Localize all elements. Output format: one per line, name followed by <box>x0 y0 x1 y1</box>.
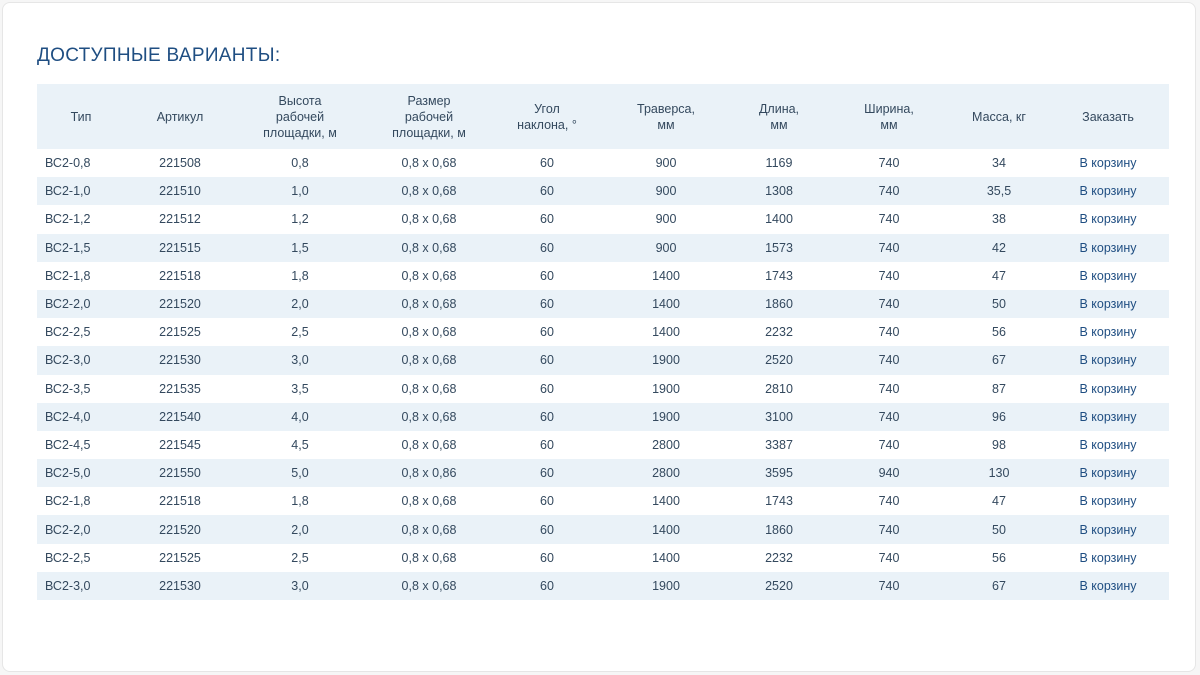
cell-platform-size: 0,8 х 0,68 <box>401 409 457 424</box>
cell-mass: 56 <box>992 550 1006 565</box>
cell-mass: 47 <box>992 494 1006 509</box>
table-row <box>37 431 1169 459</box>
cell-mass: 47 <box>992 268 1006 283</box>
cell-article: 221545 <box>159 437 201 452</box>
cell-type: ВС2-2,0 <box>45 297 91 312</box>
add-to-cart-link[interactable]: В корзину <box>1079 494 1137 509</box>
cell-article: 221508 <box>159 156 201 171</box>
cell-mass: 67 <box>992 353 1006 368</box>
cell-platform-height: 2,0 <box>291 297 309 312</box>
cell-tilt-angle: 60 <box>540 466 554 481</box>
cell-platform-height: 2,0 <box>291 522 309 537</box>
cell-tilt-angle: 60 <box>540 240 554 255</box>
cell-traverse: 1400 <box>652 550 680 565</box>
table-row <box>37 346 1169 374</box>
cell-mass: 67 <box>992 578 1006 593</box>
column-header-line: Тип <box>70 109 92 124</box>
table-row <box>37 544 1169 572</box>
cell-length: 2232 <box>765 550 793 565</box>
cell-platform-height: 1,0 <box>291 184 309 199</box>
cell-width: 740 <box>878 381 900 396</box>
cell-length: 1308 <box>765 184 793 199</box>
cell-platform-size: 0,8 х 0,68 <box>401 240 457 255</box>
cell-tilt-angle: 60 <box>540 550 554 565</box>
cell-traverse: 1400 <box>652 522 680 537</box>
cell-width: 740 <box>878 325 900 340</box>
cell-traverse: 900 <box>655 212 677 227</box>
table-row <box>37 515 1169 543</box>
cell-platform-size: 0,8 х 0,86 <box>401 466 457 481</box>
column-header-line: наклона, ° <box>517 117 577 132</box>
column-header-line: Размер <box>407 93 451 108</box>
cell-tilt-angle: 60 <box>540 297 554 312</box>
table-row <box>37 290 1169 318</box>
cell-platform-size: 0,8 х 0,68 <box>401 522 457 537</box>
cell-article: 221540 <box>159 409 201 424</box>
add-to-cart-link[interactable]: В корзину <box>1079 268 1137 283</box>
add-to-cart-link[interactable]: В корзину <box>1079 381 1137 396</box>
add-to-cart-link[interactable]: В корзину <box>1079 466 1137 481</box>
cell-mass: 50 <box>992 297 1006 312</box>
cell-type: ВС2-2,5 <box>45 550 91 565</box>
cell-width: 740 <box>878 578 900 593</box>
cell-length: 1573 <box>765 240 793 255</box>
cell-article: 221520 <box>159 522 201 537</box>
cell-type: ВС2-1,2 <box>45 212 91 227</box>
cell-traverse: 900 <box>655 184 677 199</box>
cell-traverse: 900 <box>655 240 677 255</box>
cell-platform-size: 0,8 х 0,68 <box>401 381 457 396</box>
table-row <box>37 403 1169 431</box>
column-header-line: рабочей <box>404 109 454 124</box>
add-to-cart-link[interactable]: В корзину <box>1079 353 1137 368</box>
cell-type: ВС2-1,8 <box>45 268 91 283</box>
cell-length: 2520 <box>765 353 793 368</box>
column-header-type <box>37 84 125 149</box>
cell-width: 740 <box>878 437 900 452</box>
cell-type: ВС2-1,8 <box>45 494 91 509</box>
cell-tilt-angle: 60 <box>540 184 554 199</box>
cell-traverse: 1900 <box>652 578 680 593</box>
content-card <box>2 2 1196 672</box>
cell-width: 740 <box>878 353 900 368</box>
cell-tilt-angle: 60 <box>540 409 554 424</box>
cell-traverse: 1400 <box>652 297 680 312</box>
cell-tilt-angle: 60 <box>540 522 554 537</box>
cell-length: 3100 <box>765 409 793 424</box>
column-header-line: Длина, <box>758 101 800 116</box>
cell-mass: 50 <box>992 522 1006 537</box>
cell-platform-height: 1,8 <box>291 494 309 509</box>
table-row <box>37 205 1169 233</box>
cell-width: 740 <box>878 409 900 424</box>
cell-length: 1743 <box>765 494 793 509</box>
column-header-line: Высота <box>278 93 322 108</box>
cell-platform-height: 3,0 <box>291 353 309 368</box>
cell-article: 221550 <box>159 466 201 481</box>
cell-platform-size: 0,8 х 0,68 <box>401 325 457 340</box>
cell-article: 221525 <box>159 325 201 340</box>
cell-traverse: 1400 <box>652 325 680 340</box>
cell-type: ВС2-2,0 <box>45 522 91 537</box>
table-row <box>37 572 1169 600</box>
column-header-line: Ширина, <box>864 101 914 116</box>
cell-platform-size: 0,8 х 0,68 <box>401 156 457 171</box>
column-header-traverse <box>601 84 731 149</box>
cell-platform-height: 2,5 <box>291 550 309 565</box>
table-row <box>37 177 1169 205</box>
add-to-cart-link[interactable]: В корзину <box>1079 578 1137 593</box>
cell-platform-height: 4,5 <box>291 437 309 452</box>
cell-platform-height: 1,5 <box>291 240 309 255</box>
cell-tilt-angle: 60 <box>540 268 554 283</box>
cell-mass: 96 <box>992 409 1006 424</box>
cell-article: 221518 <box>159 494 201 509</box>
cell-article: 221530 <box>159 578 201 593</box>
column-header-order <box>1047 84 1169 149</box>
column-header-line: мм <box>770 117 788 132</box>
column-header-line: Артикул <box>156 109 204 124</box>
table-row <box>37 262 1169 290</box>
cell-platform-height: 1,2 <box>291 212 309 227</box>
cell-traverse: 1900 <box>652 409 680 424</box>
header-row <box>37 84 1169 149</box>
cell-mass: 34 <box>992 156 1006 171</box>
cell-platform-size: 0,8 х 0,68 <box>401 184 457 199</box>
cell-tilt-angle: 60 <box>540 437 554 452</box>
cell-width: 740 <box>878 212 900 227</box>
cell-width: 740 <box>878 522 900 537</box>
cell-width: 940 <box>878 466 900 481</box>
cell-traverse: 900 <box>655 156 677 171</box>
cell-article: 221530 <box>159 353 201 368</box>
cell-type: ВС2-5,0 <box>45 466 91 481</box>
cell-type: ВС2-1,0 <box>45 184 91 199</box>
cell-type: ВС2-3,0 <box>45 353 91 368</box>
cell-type: ВС2-0,8 <box>45 156 91 171</box>
cell-tilt-angle: 60 <box>540 325 554 340</box>
cell-type: ВС2-3,5 <box>45 381 91 396</box>
cell-platform-height: 0,8 <box>291 156 309 171</box>
table-row <box>37 234 1169 262</box>
cell-type: ВС2-3,0 <box>45 578 91 593</box>
column-header-platform-size <box>365 84 493 149</box>
cell-width: 740 <box>878 240 900 255</box>
cell-traverse: 2800 <box>652 437 680 452</box>
cell-type: ВС2-2,5 <box>45 325 91 340</box>
cell-width: 740 <box>878 184 900 199</box>
cell-width: 740 <box>878 268 900 283</box>
cell-platform-size: 0,8 х 0,68 <box>401 268 457 283</box>
table-row <box>37 459 1169 487</box>
cell-mass: 35,5 <box>986 184 1012 199</box>
cell-tilt-angle: 60 <box>540 494 554 509</box>
cell-type: ВС2-4,0 <box>45 409 91 424</box>
cell-width: 740 <box>878 297 900 312</box>
column-header-platform-height <box>235 84 365 149</box>
cell-mass: 38 <box>992 212 1006 227</box>
cell-tilt-angle: 60 <box>540 212 554 227</box>
column-header-line: площадки, м <box>263 125 337 140</box>
column-header-article <box>125 84 235 149</box>
cell-length: 2232 <box>765 325 793 340</box>
cell-width: 740 <box>878 494 900 509</box>
cell-platform-height: 2,5 <box>291 325 309 340</box>
table-row <box>37 318 1169 346</box>
cell-mass: 130 <box>988 466 1010 481</box>
column-header-tilt-angle <box>493 84 601 149</box>
add-to-cart-link[interactable]: В корзину <box>1079 522 1137 537</box>
add-to-cart-link[interactable]: В корзину <box>1079 184 1137 199</box>
table-row <box>37 375 1169 403</box>
cell-article: 221512 <box>159 212 201 227</box>
add-to-cart-link[interactable]: В корзину <box>1079 325 1137 340</box>
cell-length: 2520 <box>765 578 793 593</box>
cell-platform-height: 5,0 <box>291 466 309 481</box>
cell-length: 2810 <box>765 381 793 396</box>
cell-platform-size: 0,8 х 0,68 <box>401 297 457 312</box>
column-header-line: мм <box>657 117 675 132</box>
cell-length: 3387 <box>765 437 793 452</box>
cell-length: 1860 <box>765 522 793 537</box>
column-header-line: Угол <box>534 101 560 116</box>
cell-platform-size: 0,8 х 0,68 <box>401 494 457 509</box>
cell-article: 221535 <box>159 381 201 396</box>
add-to-cart-link[interactable]: В корзину <box>1079 550 1137 565</box>
cell-width: 740 <box>878 550 900 565</box>
cell-mass: 42 <box>992 240 1006 255</box>
column-header-length <box>731 84 827 149</box>
add-to-cart-link[interactable]: В корзину <box>1079 437 1137 452</box>
cell-traverse: 2800 <box>652 466 680 481</box>
column-header-line: Траверса, <box>637 101 695 116</box>
cell-platform-size: 0,8 х 0,68 <box>401 437 457 452</box>
cell-mass: 87 <box>992 381 1006 396</box>
column-header-line: площадки, м <box>392 125 466 140</box>
table-header <box>37 84 1169 149</box>
cell-length: 1169 <box>765 156 793 171</box>
cell-mass: 56 <box>992 325 1006 340</box>
cell-traverse: 1400 <box>652 494 680 509</box>
cell-platform-size: 0,8 х 0,68 <box>401 212 457 227</box>
add-to-cart-link[interactable]: В корзину <box>1079 240 1137 255</box>
table-row <box>37 487 1169 515</box>
cell-article: 221510 <box>159 184 201 199</box>
cell-article: 221515 <box>159 240 201 255</box>
column-header-line: рабочей <box>275 109 325 124</box>
add-to-cart-link[interactable]: В корзину <box>1079 409 1137 424</box>
cell-platform-height: 4,0 <box>291 409 309 424</box>
column-header-line: Масса, кг <box>972 109 1026 124</box>
table-row <box>37 149 1169 177</box>
column-header-mass <box>951 84 1047 149</box>
column-header-line: мм <box>880 117 898 132</box>
cell-article: 221520 <box>159 297 201 312</box>
cell-traverse: 1900 <box>652 353 680 368</box>
cell-platform-size: 0,8 х 0,68 <box>401 550 457 565</box>
cell-platform-height: 3,0 <box>291 578 309 593</box>
cell-traverse: 1900 <box>652 381 680 396</box>
add-to-cart-link[interactable]: В корзину <box>1079 212 1137 227</box>
cell-article: 221525 <box>159 550 201 565</box>
cell-platform-size: 0,8 х 0,68 <box>401 353 457 368</box>
cell-length: 3595 <box>765 466 793 481</box>
cell-length: 1860 <box>765 297 793 312</box>
cell-width: 740 <box>878 156 900 171</box>
section-title: ДОСТУПНЫЕ ВАРИАНТЫ: <box>37 45 281 66</box>
table-body <box>37 149 1169 600</box>
cell-tilt-angle: 60 <box>540 578 554 593</box>
cell-article: 221518 <box>159 268 201 283</box>
cell-type: ВС2-4,5 <box>45 437 91 452</box>
cell-platform-height: 3,5 <box>291 381 309 396</box>
cell-tilt-angle: 60 <box>540 156 554 171</box>
variants-table <box>37 84 1169 600</box>
cell-length: 1400 <box>765 212 793 227</box>
column-header-line: Заказать <box>1082 109 1134 124</box>
cell-platform-height: 1,8 <box>291 268 309 283</box>
cell-tilt-angle: 60 <box>540 353 554 368</box>
cell-type: ВС2-1,5 <box>45 240 91 255</box>
add-to-cart-link[interactable]: В корзину <box>1079 297 1137 312</box>
cell-tilt-angle: 60 <box>540 381 554 396</box>
cell-length: 1743 <box>765 268 793 283</box>
add-to-cart-link[interactable]: В корзину <box>1079 156 1137 171</box>
cell-mass: 98 <box>992 437 1006 452</box>
cell-traverse: 1400 <box>652 268 680 283</box>
cell-platform-size: 0,8 х 0,68 <box>401 578 457 593</box>
column-header-width <box>827 84 951 149</box>
